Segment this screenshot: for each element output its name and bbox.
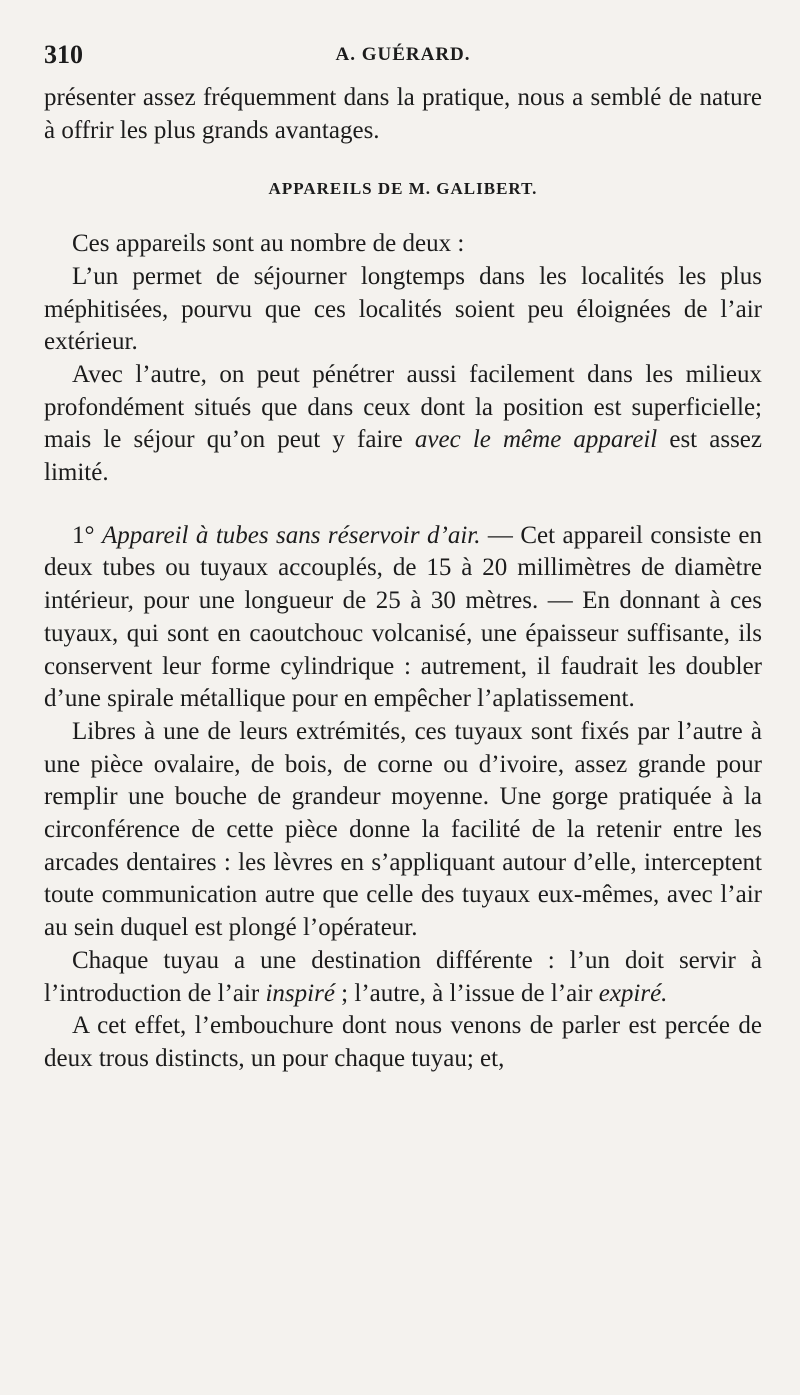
paragraph — [44, 359, 762, 490]
italic-run: expiré. — [598, 979, 668, 1007]
text-run: ; l’autre, à l’issue de l’air — [334, 979, 599, 1007]
italic-run: inspiré — [265, 979, 335, 1007]
paragraph: Libres à une de leurs extrémités, ces tuyaux sont fixés par l’autre à une pièce ovalaire, de bois, de corne ou d’ivoire, assez grande pour remplir une bouche de grandeur moyenne. Une gorge pratiquée à la circonférence de cette pièce donne la facilité de la retenir entre les arcades dentaires : les lèvres en s’appliquant autour d’elle, interceptent toute communication autre que celle des tuyaux eux-mêmes, avec l’air au sein duquel est plongé l’opérateur. — [44, 717, 762, 942]
running-title: A. GUÉRARD. — [335, 44, 471, 65]
text-run: — Cet appareil consiste en deux tubes ou tuyaux accouplés, de 15 à 20 millimètres de diamètre intérieur, pour une longueur de 25 à 30 mètres. — En donnant à ces tuyaux, qui sont en caoutchouc volcanisé, une épaisseur suffisante, ils conservent leur forme cylindrique : autrement, il faudrait les doubler d’une spirale métallique pour en empêcher l’aplatissement. — [44, 521, 762, 713]
paragraph: Ces appareils sont au nombre de deux : — [72, 230, 465, 258]
italic-run: avec le même appareil — [414, 426, 658, 454]
paragraph-gap — [44, 490, 762, 520]
body-text — [44, 82, 762, 1076]
subsection-heading: Appareil à tubes sans réservoir d’air. — [101, 521, 481, 549]
page-number: 310 — [44, 40, 83, 69]
paragraph: A cet effet, l’embouchure dont nous venons de parler est percée de deux trous distincts, un pour chaque tuyau; et, — [44, 1012, 762, 1072]
paragraph — [44, 945, 762, 1010]
paragraph-continued: présenter assez fréquemment dans la pratique, nous a semblé de nature à offrir les plus grands avantages. — [44, 84, 762, 144]
text-run: est assez limité. — [44, 426, 762, 487]
paragraph — [44, 520, 762, 716]
text-run: 1° — [72, 521, 102, 549]
running-head — [44, 38, 762, 78]
text-run: Chaque tuyau a une destination différente : l’un doit servir à l’introduction de l’air — [44, 946, 762, 1007]
text-run: Avec l’autre, on peut pénétrer aussi facilement dans les milieux profondément situés que dans ceux dont la position est superficielle; mais le séjour qu’on peut y faire — [44, 360, 762, 454]
section-title: APPAREILS DE M. GALIBERT. — [268, 179, 538, 199]
paragraph: L’un permet de séjourner longtemps dans les localités les plus méphitisées, pourvu que ces localités soient peu éloignées de l’air extérieur. — [44, 262, 762, 356]
